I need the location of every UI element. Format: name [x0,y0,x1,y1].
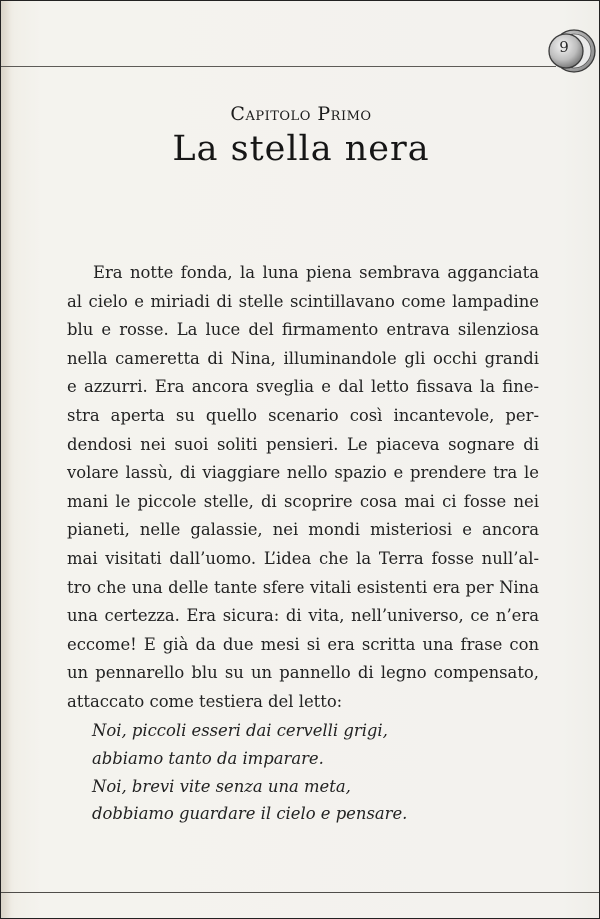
moon-page-number-icon [544,28,600,74]
chapter-title: La stella nera [172,129,430,169]
header-rule [1,66,556,67]
text-line: attaccato come testiera del letto: [67,691,343,711]
text-line: eccome! E già da due mesi si era scritta una frase con [67,634,539,654]
text-line: tro che una delle tante sfere vitali esistenti era per Nina [67,577,539,597]
text-line: dendosi nei suoi soliti pensieri. Le piaceva sognare di [67,434,539,454]
text-line: pianeti, nelle galassie, nei mondi misteriosi e ancora [67,520,539,540]
verse-line: abbiamo tanto da imparare. [92,748,324,768]
text-line: mani le piccole stelle, di scoprire cosa mai ci fosse nei [67,491,539,511]
text-line: mai visitati dall’uomo. L’idea che la Terra fosse null’al- [67,548,539,568]
text-line: stra aperta su quello scenario così incantevole, per- [67,405,539,425]
text-line: Era notte fonda, la luna piena sembrava agganciata [93,263,539,282]
footer-rule [1,892,600,893]
text-line: nella cameretta di Nina, illuminandole gli occhi grandi [67,348,539,368]
verse-line: Noi, piccoli esseri dai cervelli grigi, [92,721,388,740]
text-line: una certezza. Era sicura: di vita, nell’universo, ce n’era [67,606,539,626]
text-line: un pennarello blu su un pannello di legno compensato, [67,663,539,683]
chapter-label: Capitolo Primo [230,103,372,125]
body-paragraph [67,259,539,717]
text-line: blu e rosse. La luce del firmamento entrava silenziosa [67,320,539,340]
text-line: e azzurri. Era ancora sveglia e dal letto fissava la fine- [67,377,539,397]
verse-block [92,717,492,828]
text-line: volare lassù, di viaggiare nello spazio e prendere tra le [67,463,539,483]
text-line: al cielo e miriadi di stelle scintillavano come lampadine [67,291,539,311]
page-number: 9 [559,38,569,56]
verse-line: Noi, brevi vite senza una meta, [92,776,351,796]
verse-line: dobbiamo guardare il cielo e pensare. [92,804,408,824]
